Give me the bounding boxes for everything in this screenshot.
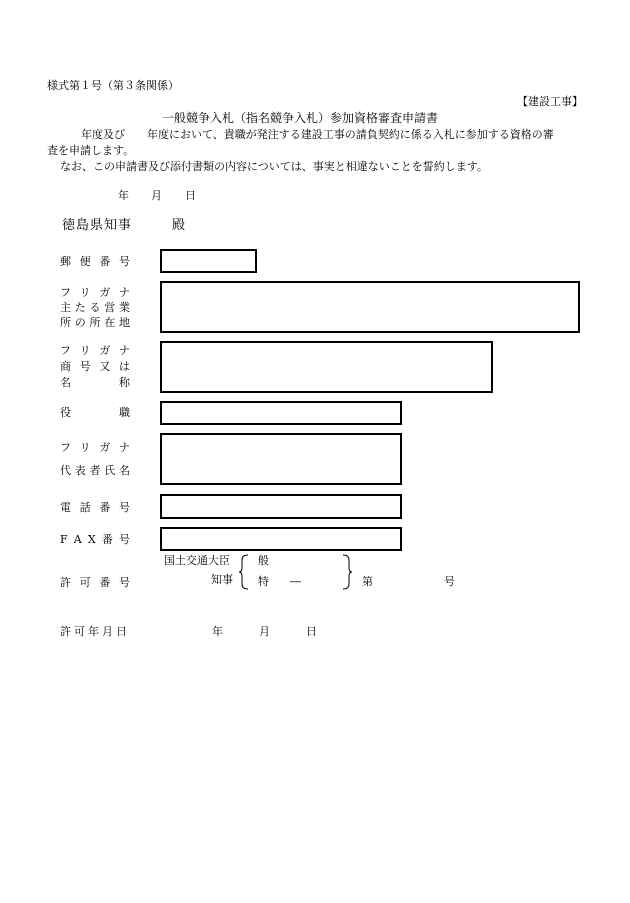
honorific: 殿 [172, 218, 186, 233]
role-field[interactable] [160, 401, 402, 425]
postal-code-field[interactable] [160, 249, 257, 273]
license-date-day: 日 [306, 625, 317, 638]
label-trade-furigana: フ リ ガ ナ [60, 344, 130, 357]
label-address-line3: 所 の 所 在 地 [60, 316, 130, 329]
form-number: 様式第１号（第３条関係） [47, 79, 179, 92]
address-field[interactable] [160, 281, 580, 333]
label-trade-line2: 商 号 又 は [60, 360, 130, 373]
addressee: 徳島県知事 [62, 218, 133, 233]
intro-line-3: なお、この申請書及び添付書類の内容については、事実と相違ないことを誓約します。 [60, 160, 488, 173]
label-trade-line3: 名 称 [60, 376, 130, 389]
date-day: 日 [185, 189, 196, 202]
right-brace-icon [341, 554, 353, 590]
label-rep-name: 代 表 者 氏 名 [60, 464, 130, 477]
date-month: 月 [151, 189, 162, 202]
intro-line-2: 査を申請します。 [47, 144, 135, 157]
label-role: 役 職 [60, 406, 130, 419]
label-address-furigana: フ リ ガ ナ [60, 286, 130, 299]
license-governor: 知事 [211, 573, 233, 586]
label-postal: 郵 便 番 号 [60, 255, 130, 268]
trade-name-field[interactable] [160, 341, 493, 393]
license-go: 号 [444, 575, 455, 588]
license-minister: 国土交通大臣 [164, 554, 230, 567]
license-dai: 第 [362, 575, 373, 588]
left-brace-icon [238, 554, 250, 590]
label-license-date: 許 可 年 月 日 [60, 625, 127, 638]
page-title: 一般競争入札（指名競争入札）参加資格審査申請書 [162, 111, 439, 125]
label-fax: F A X 番 号 [60, 533, 130, 546]
date-year: 年 [118, 189, 129, 202]
label-phone: 電 話 番 号 [60, 501, 130, 514]
label-rep-furigana: フ リ ガ ナ [60, 441, 130, 454]
category-tag: 【建設工事】 [517, 95, 583, 108]
license-general: 般 [258, 554, 269, 567]
fax-field[interactable] [160, 527, 402, 551]
representative-field[interactable] [160, 433, 402, 485]
phone-field[interactable] [160, 494, 402, 519]
license-date-year: 年 [212, 625, 223, 638]
license-special: 特 [258, 575, 269, 588]
label-license-number: 許 可 番 号 [60, 576, 130, 589]
intro-line-1: 年度及び 年度において、貴職が発注する建設工事の請負契約に係る入札に参加する資格の審 [81, 128, 554, 141]
label-address-line2: 主 た る 営 業 [60, 301, 130, 314]
license-dash: ― [290, 575, 301, 588]
license-date-month: 月 [259, 625, 270, 638]
